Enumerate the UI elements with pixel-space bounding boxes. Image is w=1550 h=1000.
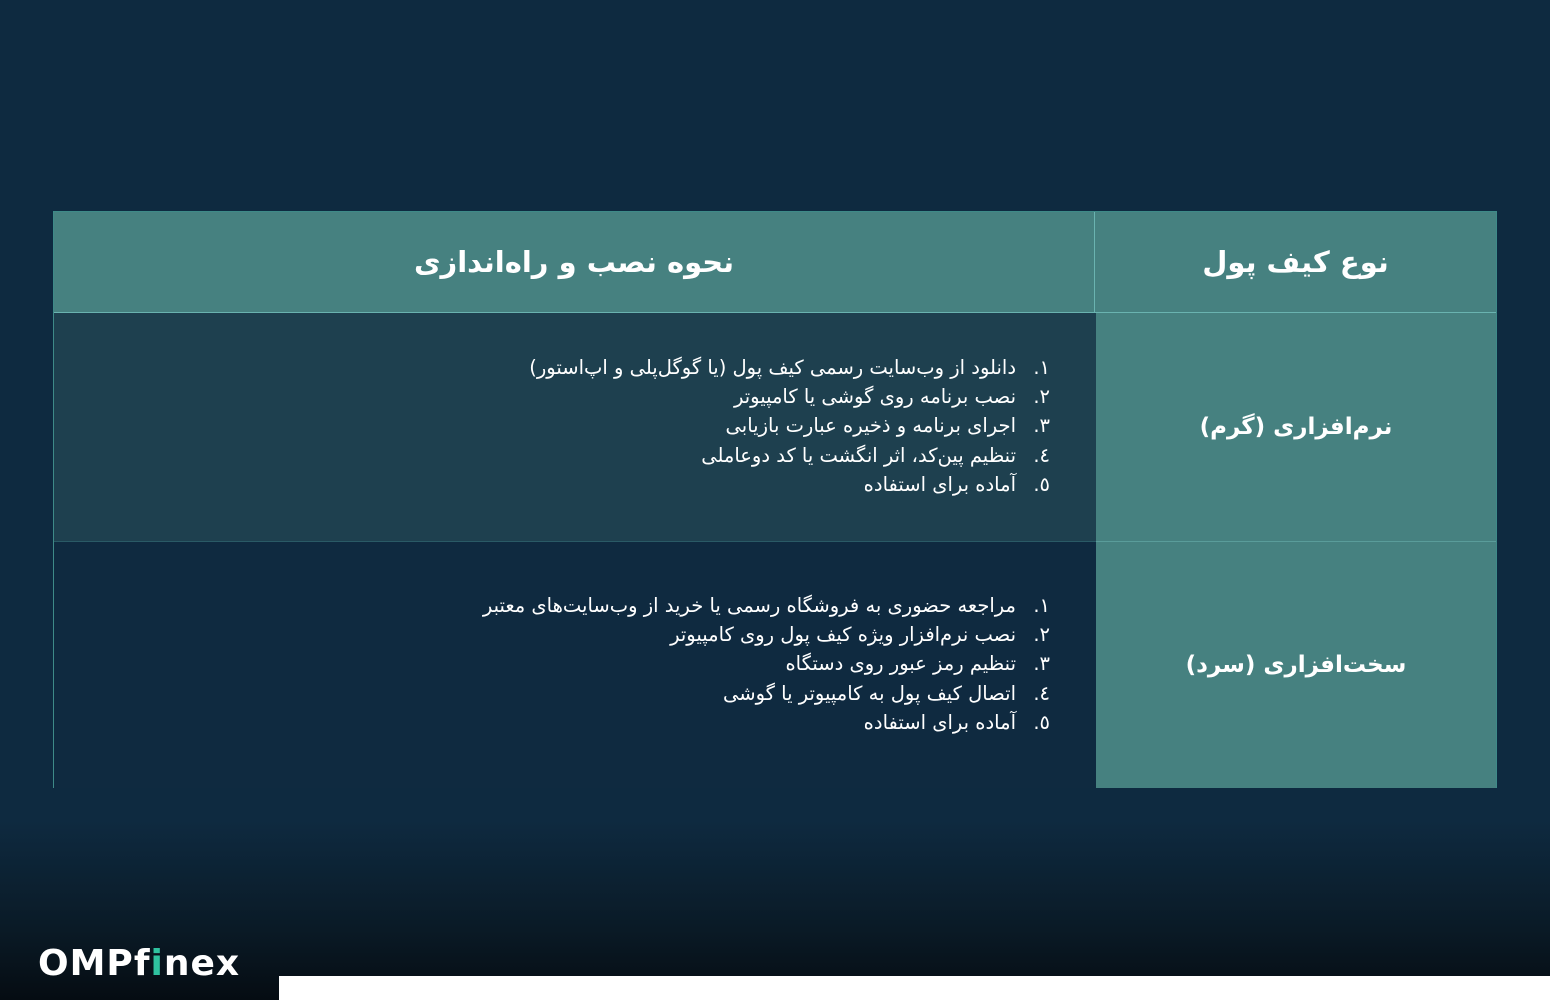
step-text: نصب نرم‌افزار ویژه کیف پول روی کامپیوتر [670,623,1016,647]
logo-text-nex: nex [163,942,241,984]
steps-cell [54,313,1096,541]
step-number: ۱. [1033,594,1050,617]
step-number: ٥. [1033,710,1050,734]
step-number: ۲. [1033,623,1050,647]
wallet-type-label: سخت‌افزاری (سرد) [1185,652,1407,678]
steps-list [483,591,1050,737]
ompfinex-logo [0,926,279,1000]
table-row-hardware [54,541,1496,788]
step-text: مراجعه حضوری به فروشگاه رسمی یا خرید از وب‌سایت‌های معتبر [482,594,1016,617]
step-number: ۳. [1033,414,1050,438]
steps-list [529,353,1050,499]
header-type-cell [1095,212,1496,312]
step-number: ٤. [1033,443,1050,467]
wallet-type-cell [1096,313,1496,541]
wallet-type-cell [1096,541,1496,788]
step-text: آماده برای استفاده [863,710,1016,734]
step-number: ۲. [1033,385,1050,409]
step-text: تنظیم رمز عبور روی دستگاه [785,652,1016,676]
step-text: آماده برای استفاده [863,472,1016,496]
logo-text-omp: OMP [38,942,134,984]
steps-cell [54,541,1096,788]
logo-text-i: i [150,942,164,984]
wallet-type-label: نرم‌افزاری (گرم) [1199,414,1393,440]
list-item [529,353,1050,382]
step-text: اجرای برنامه و ذخیره عبارت بازیابی [725,414,1016,438]
list-item [529,382,1050,411]
bottom-bar [279,976,1550,1000]
list-item [483,679,1050,708]
list-item [483,708,1050,737]
step-number: ۳. [1033,652,1050,676]
header-type-label: نوع کیف پول [1202,245,1389,279]
step-text: تنظیم پین‌کد، اثر انگشت یا کد دوعاملی [701,443,1016,467]
step-number: ٥. [1033,472,1050,496]
step-number: ٤. [1033,681,1050,705]
list-item [529,411,1050,440]
list-item [483,620,1050,649]
step-number: ۱. [1033,356,1050,379]
list-item [483,591,1050,620]
list-item [483,649,1050,678]
step-text: نصب برنامه روی گوشی یا کامپیوتر [733,385,1016,409]
step-text: اتصال کیف پول به کامپیوتر یا گوشی [723,681,1016,705]
header-steps-cell [54,212,1095,312]
logo-text-f: f [133,942,151,984]
header-steps-label: نحوه نصب و راه‌اندازی [413,245,735,279]
table-header-row [54,212,1496,313]
list-item [529,441,1050,470]
wallet-comparison-table [53,211,1497,788]
table-row-software [54,313,1496,541]
step-text: دانلود از وب‌سایت رسمی کیف پول (یا گوگل‌پلی و اپ‌استور) [529,356,1016,379]
list-item [529,470,1050,499]
